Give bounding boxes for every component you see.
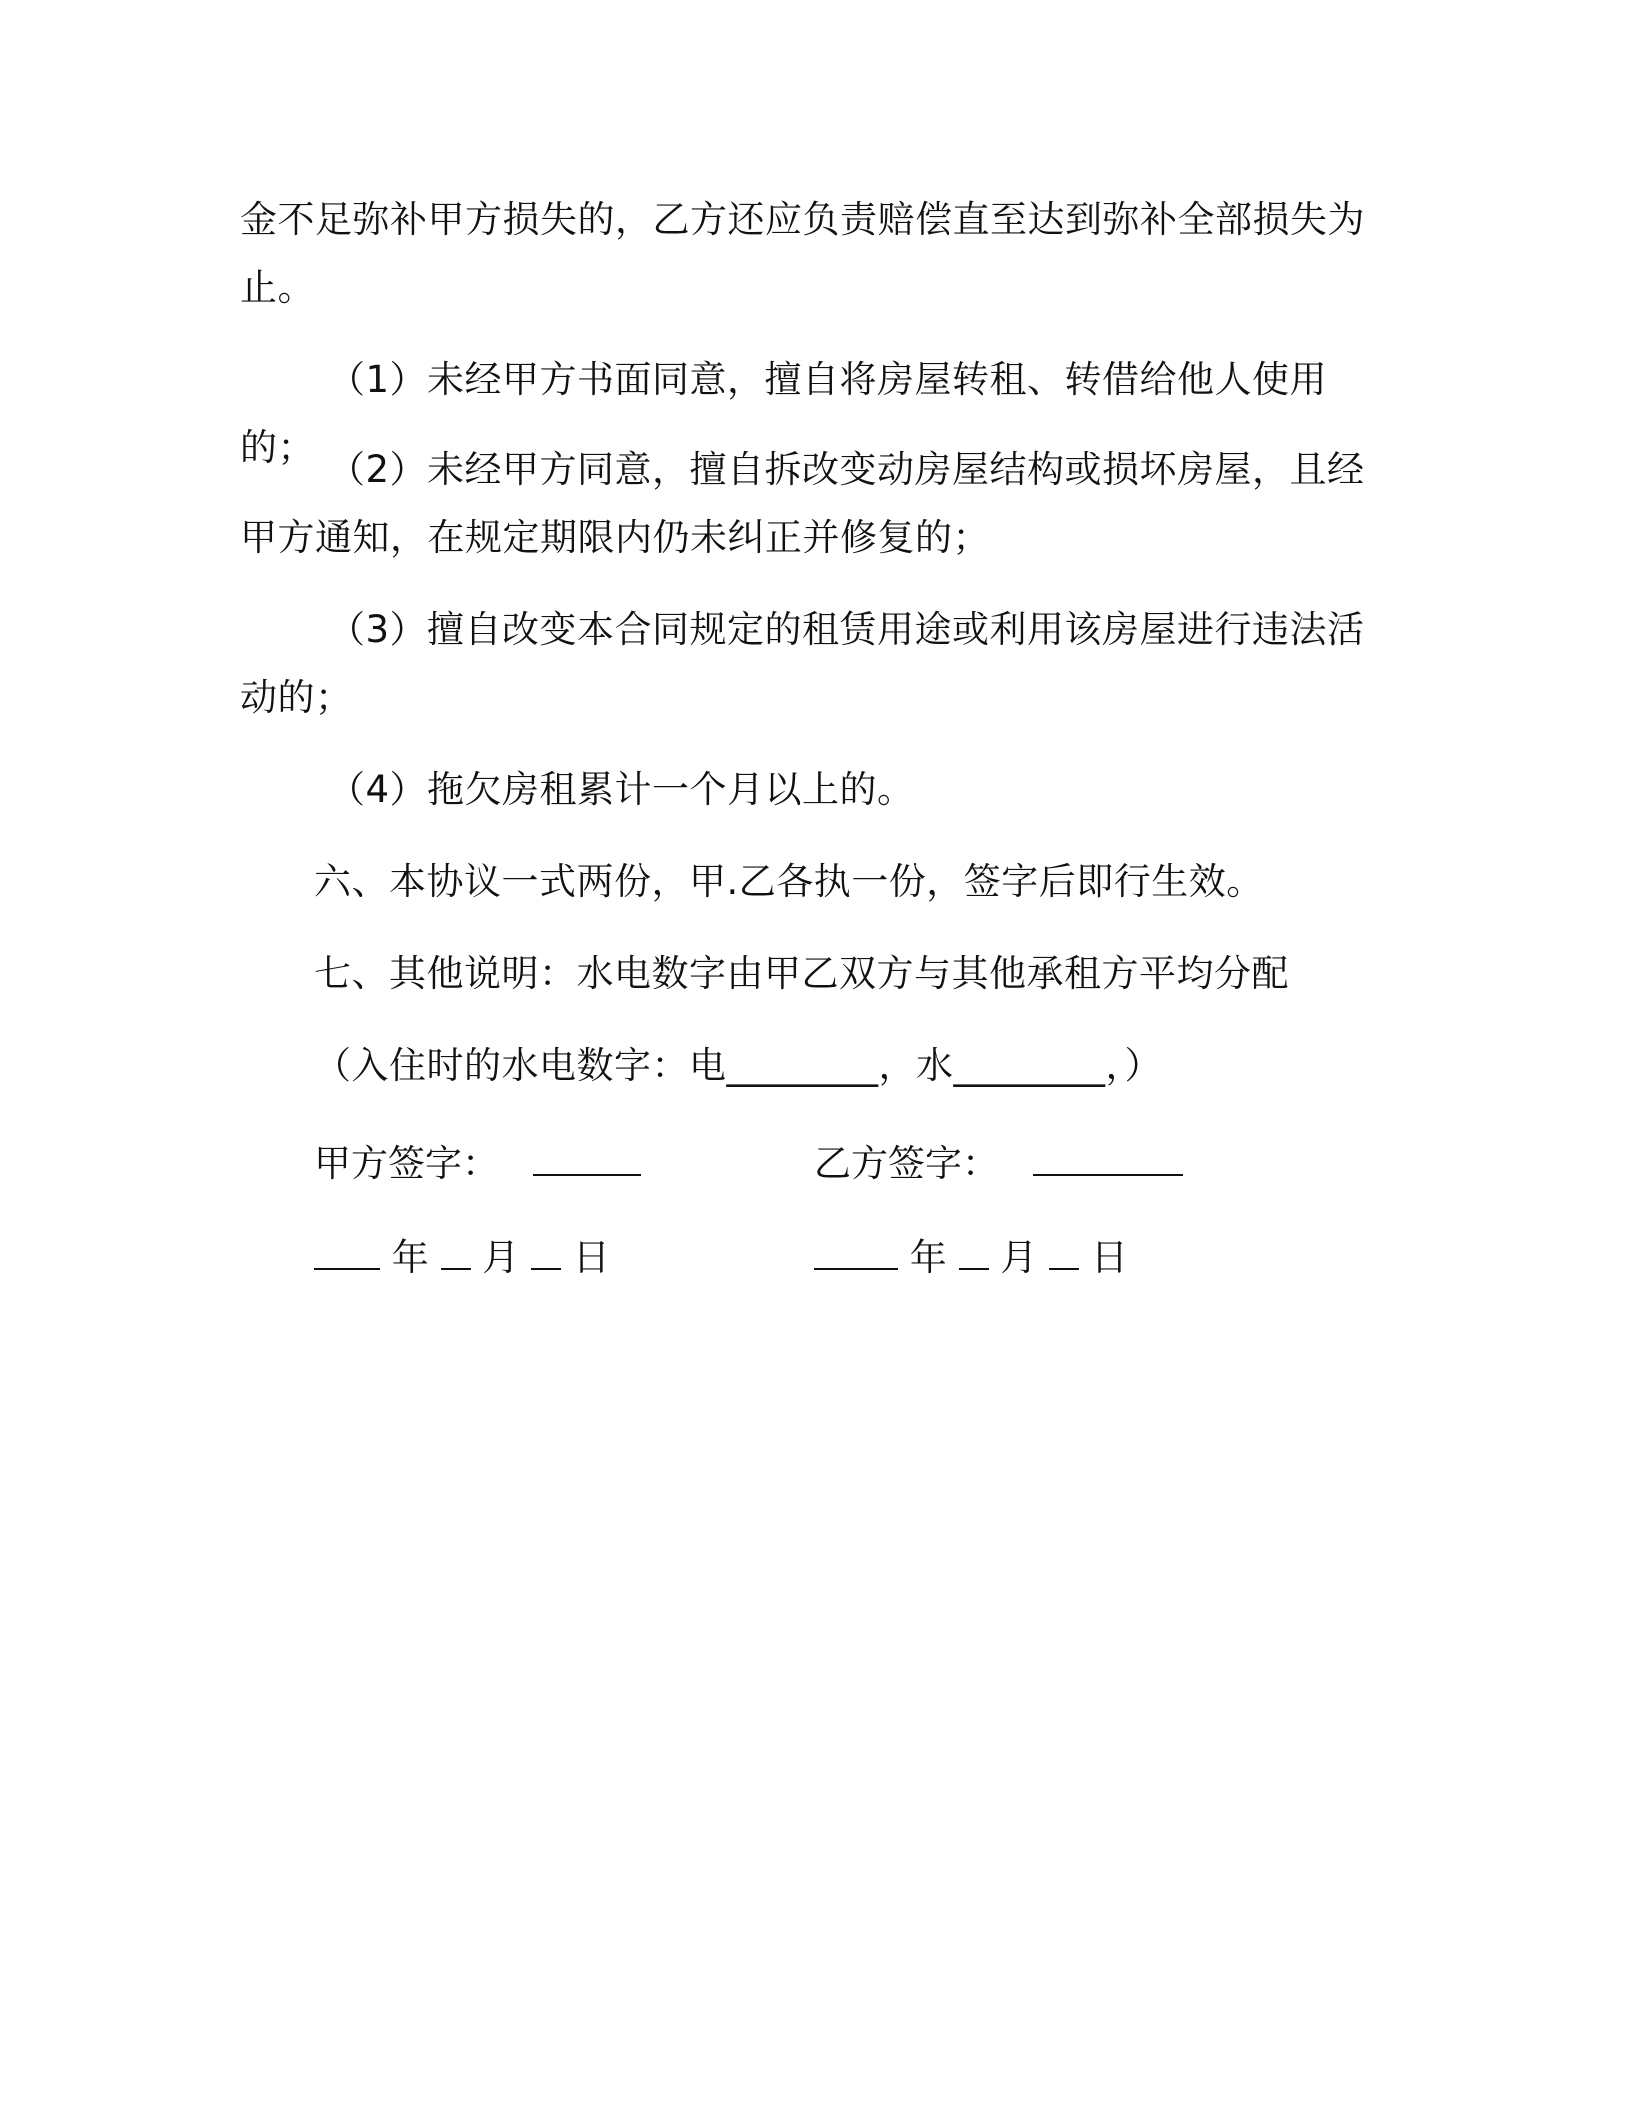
party-b-date <box>814 1232 1128 1284</box>
year-label-b: 年 <box>909 1236 947 1279</box>
party-a-signature-line[interactable] <box>533 1138 641 1176</box>
party-a-month-line[interactable] <box>441 1232 471 1270</box>
clause-item-1: （1）未经甲方书面同意，擅自将房屋转租、转借给他人使用的； <box>240 358 1328 469</box>
party-b-year-line[interactable] <box>814 1232 898 1270</box>
party-b-label: 乙方签字： <box>814 1142 999 1185</box>
party-b-signature <box>814 1138 1183 1190</box>
paragraph-compensation: 金不足弥补甲方损失的，乙方还应负责赔偿直至达到弥补全部损失为止。 <box>240 198 1365 309</box>
clause-item-3: （3）擅自改变本合同规定的租赁用途或利用该房屋进行违法活动的； <box>240 608 1365 719</box>
day-label-b: 日 <box>1090 1236 1128 1279</box>
section-seven: 七、其他说明：水电数字由甲乙双方与其他承租方平均分配 <box>314 952 1289 995</box>
year-label-a: 年 <box>391 1236 429 1279</box>
party-a-day-line[interactable] <box>531 1232 561 1270</box>
party-a-date <box>314 1232 610 1284</box>
clause-item-2: （2）未经甲方同意，擅自拆改变动房屋结构或损坏房屋，且经甲方通知，在规定期限内仍未纠正并修复的； <box>240 448 1365 559</box>
section-six: 六、本协议一式两份，甲.乙各执一份，签字后即行生效。 <box>314 860 1264 903</box>
month-label-a: 月 <box>482 1236 520 1279</box>
party-a-signature <box>314 1138 641 1190</box>
meter-readings-note: （入住时的水电数字：电________，水________，） <box>314 1044 1162 1087</box>
party-a-year-line[interactable] <box>314 1232 380 1270</box>
party-a-label: 甲方签字： <box>314 1142 499 1185</box>
month-label-b: 月 <box>1000 1236 1038 1279</box>
clause-item-4: （4）拖欠房租累计一个月以上的。 <box>328 768 915 811</box>
party-b-day-line[interactable] <box>1049 1232 1079 1270</box>
party-b-month-line[interactable] <box>959 1232 989 1270</box>
day-label-a: 日 <box>572 1236 610 1279</box>
party-b-signature-line[interactable] <box>1033 1138 1183 1176</box>
